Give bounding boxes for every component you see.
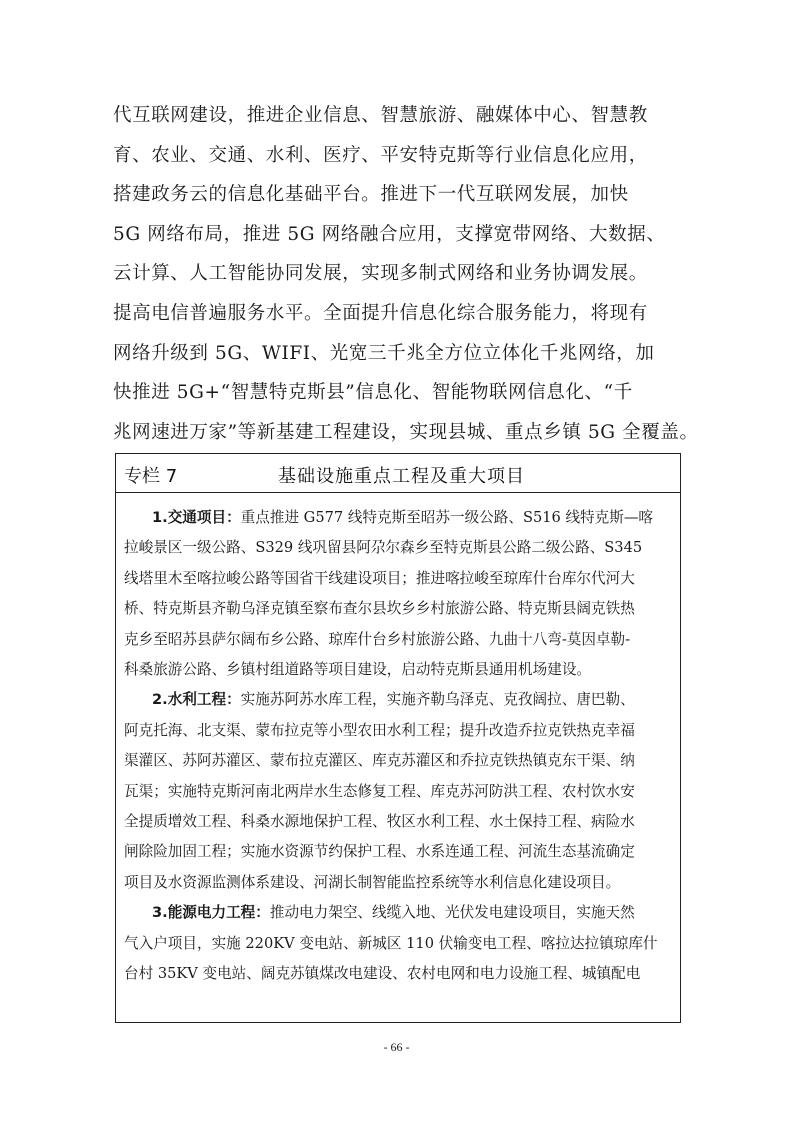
section-line: 阿克托海、北支渠、蒙布拉克等小型农田水利工程；提升改造乔拉克铁热克幸福 — [124, 721, 635, 739]
section-line: 闸除险加固工程；实施水资源节约保护工程、水系连通工程、河流生态基流确定 — [124, 843, 635, 861]
section-line: 全提质增效工程、科桑水源地保护工程、牧区水利工程、水土保持工程、病险水 — [124, 813, 635, 831]
section-text: 重点推进 G577 线特克斯至昭苏一级公路、S516 线特克斯—喀 — [240, 509, 654, 526]
section-line: 桥、特克斯县齐勒乌泽克镇至察布查尔县坎乡乡村旅游公路、特克斯县阔克铁热 — [124, 600, 635, 618]
body-line: 云计算、人工智能协同发展，实现多制式网络和业务协调发展。 — [113, 263, 648, 285]
section-line: 台村 35KV 变电站、阔克苏镇煤改电建设、农村电网和电力设施工程、城镇配电 — [124, 965, 641, 983]
body-line: 5G 网络布局，推进 5G 网络融合应用，支撑宽带网络、大数据、 — [113, 223, 666, 245]
body-line: 网络升级到 5G、WIFI、光宽三千兆全方位立体化千兆网络，加 — [113, 342, 655, 364]
section-line: 渠灌区、苏阿苏灌区、蒙布拉克灌区、库克苏灌区和乔拉克铁热镇克东干渠、纳 — [124, 752, 635, 770]
section-text: 实施苏阿苏水库工程，实施齐勒乌泽克、克孜阔拉、唐巴勒、 — [240, 691, 635, 709]
section-energy — [124, 898, 672, 989]
section-line: 科桑旅游公路、乡镇村组道路等项目建设，启动特克斯县通用机场建设。 — [124, 661, 592, 679]
section-heading: 2.水利工程： — [152, 691, 241, 709]
column-box — [115, 453, 681, 1023]
body-paragraph — [113, 96, 699, 452]
section-line: 气入户项目，实施 220KV 变电站、新城区 110 伏输变电工程、喀拉达拉镇琼库什 — [124, 934, 658, 952]
box-header — [116, 454, 680, 493]
page-number: - 66 - — [383, 1040, 410, 1054]
column-title: 基础设施重点工程及重大项目 — [278, 466, 525, 487]
section-first-line — [124, 685, 672, 715]
section-line: 拉峻景区一级公路、S329 线巩留县阿尕尔森乡至特克斯县公路二级公路、S345 — [124, 539, 643, 557]
column-label: 专栏 7 — [124, 466, 178, 487]
section-first-line — [124, 898, 672, 928]
body-line: 育、农业、交通、水利、医疗、平安特克斯等行业信息化应用， — [113, 144, 648, 166]
section-heading: 3.能源电力工程： — [152, 904, 270, 922]
box-body — [116, 493, 680, 990]
body-line: 提高电信普遍服务水平。全面提升信息化综合服务能力，将现有 — [113, 302, 648, 324]
section-line: 克乡至昭苏县萨尔阔布乡公路、琼库什台乡村旅游公路、九曲十八弯-莫因卓勒- — [124, 630, 631, 648]
section-heading: 1.交通项目： — [152, 509, 241, 526]
section-line: 项目及水资源监测体系建设、河湖长制智能监控系统等水利信息化建设项目。 — [124, 873, 621, 891]
body-line: 代互联网建设，推进企业信息、智慧旅游、融媒体中心、智慧教 — [113, 105, 648, 126]
body-line: 兆网速进万家”等新基建工程建设，实现县城、重点乡镇 5G 全覆盖。 — [113, 421, 699, 443]
section-line: 线塔里木至喀拉峻公路等国省干线建设项目；推进喀拉峻至琼库什台库尔代河大 — [124, 569, 635, 587]
section-first-line — [124, 503, 672, 533]
section-text: 推动电力架空、线缆入地、光伏发电建设项目，实施天然 — [269, 904, 635, 922]
section-transport — [124, 503, 672, 685]
section-line: 瓦渠；实施特克斯河南北两岸水生态修复工程、库克苏河防洪工程、农村饮水安 — [124, 782, 635, 800]
body-line: 快推进 5G+“智慧特克斯县”信息化、智能物联网信息化、“千 — [113, 382, 633, 404]
section-water — [124, 685, 672, 898]
body-line: 搭建政务云的信息化基础平台。推进下一代互联网发展，加快 — [113, 184, 629, 206]
